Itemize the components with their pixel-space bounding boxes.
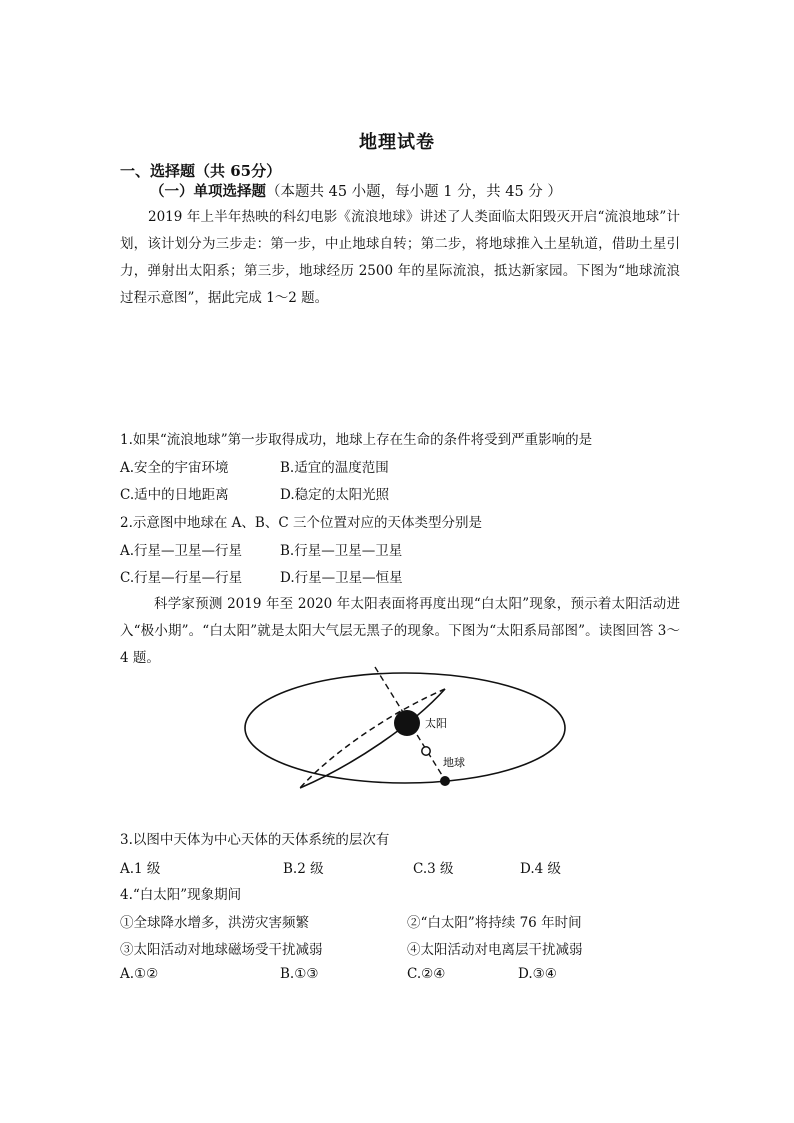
q2-option-a: A.行星—卫星—行星 (120, 543, 243, 559)
q1-option-c: C.适中的日地距离 (120, 487, 229, 503)
subsection-label: （一）单项选择题 (150, 183, 266, 200)
question-3-stem: 3.以图中天体为中心天体的天体系统的层次有 (120, 832, 390, 848)
page-title: 地理试卷 (359, 132, 435, 153)
earth-label: 地球 (443, 756, 465, 769)
tilted-orbit-front (300, 689, 445, 788)
q4-statement-3: ③太阳活动对地球磁场受干扰减弱 (120, 942, 323, 958)
question-2-stem: 2.示意图中地球在 A、B、C 三个位置对应的天体类型分别是 (120, 515, 482, 531)
earth-symbol-open (422, 747, 430, 755)
q4-statement-4: ④太阳活动对电离层干扰减弱 (407, 942, 583, 958)
q3-option-d: D.4 级 (520, 861, 562, 877)
q4-option-a: A.①② (120, 966, 159, 982)
q4-option-c: C.②④ (407, 966, 446, 982)
q3-option-a: A.1 级 (120, 861, 161, 877)
q4-statement-2: ②“白太阳”将持续 76 年时间 (407, 915, 582, 931)
q3-option-b: B.2 级 (283, 861, 324, 877)
solar-system-figure (230, 655, 580, 805)
section-heading: 一、选择题（共 65分） (120, 162, 282, 180)
q2-option-d: D.行星—卫星—恒星 (280, 570, 403, 586)
q2-option-c: C.行星—行星—行星 (120, 570, 243, 586)
passage-1: 2019 年上半年热映的科幻电影《流浪地球》讲述了人类面临太阳毁灭开启“流浪地球”计划，该计划分为三步走：第一步，中止地球自转；第二步，将地球推入土星轨道，借助土星引力，弹射出太阳系；第三步，地球经历 2500 年的星际流浪，抵达新家园。下图为“地球流浪过程示意图”，据此完成 1～2 题。 (120, 209, 680, 306)
q1-option-b: B.适宜的温度范围 (280, 460, 389, 476)
q3-option-c: C.3 级 (413, 861, 454, 877)
tilted-orbit-back (300, 689, 445, 788)
q2-option-b: B.行星—卫星—卫星 (280, 543, 403, 559)
q1-option-a: A.安全的宇宙环境 (120, 460, 229, 476)
q1-option-d: D.稳定的太阳光照 (280, 487, 390, 503)
q4-option-d: D.③④ (518, 966, 557, 982)
question-4-stem: 4.“白太阳”现象期间 (120, 887, 242, 903)
sun-symbol (394, 710, 420, 736)
q4-statement-1: ①全球降水增多，洪涝灾害频繁 (120, 915, 309, 931)
subsection-note: （本题共 45 小题，每小题 1 分，共 45 分 ） (266, 184, 562, 200)
q4-option-b: B.①③ (280, 966, 319, 982)
passage-2: 科学家预测 2019 年至 2020 年太阳表面将再度出现“白太阳”现象，预示着太阳活动进入“极小期”。“白太阳”就是太阳大气层无黑子的现象。下图为“太阳系局部图”。读图回答 3～4 题。 (120, 596, 680, 666)
question-1-stem: 1.如果“流浪地球”第一步取得成功，地球上存在生命的条件将受到严重影响的是 (120, 432, 593, 448)
sun-label: 太阳 (425, 717, 447, 730)
subsection-heading (150, 180, 562, 201)
earth-symbol-solid (440, 776, 450, 786)
